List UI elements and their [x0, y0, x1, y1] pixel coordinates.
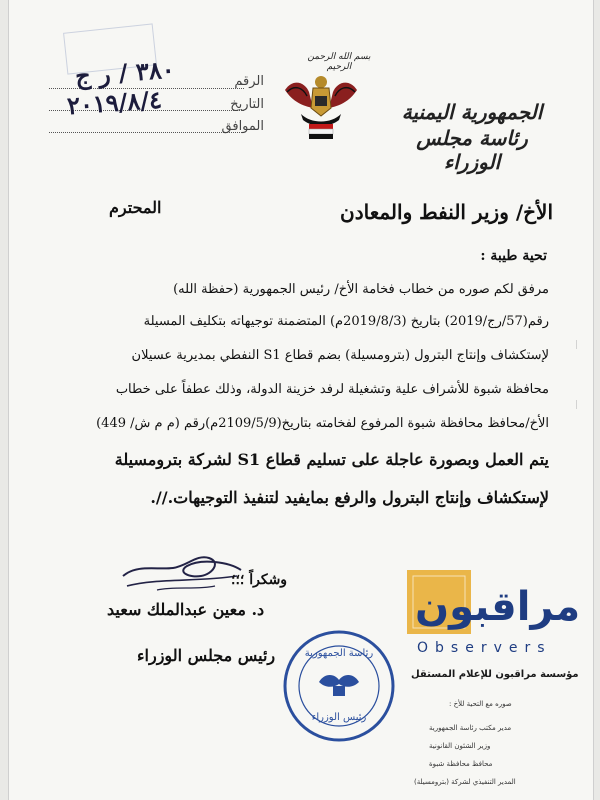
logo-english: Observers	[417, 640, 552, 656]
official-seal-icon	[279, 626, 399, 746]
eagle-emblem-icon	[279, 68, 363, 144]
body-line: الأخ/محافظ محافظة شبوة المرفوع لفخامته بتاريخ(2109/5/9م)رقم (م م ش/ 449)	[96, 416, 549, 431]
margin-mark: |	[575, 400, 579, 410]
ref-label: الرقم	[234, 74, 264, 89]
letterhead	[397, 100, 547, 174]
date-handwritten: ٢٠١٩/٨/٤	[66, 84, 163, 121]
cc-heading: صوره مع التحية للأخ :	[449, 700, 512, 708]
seal-top-text: رئاسة الجمهورية	[304, 648, 374, 659]
body-line: محافظة شبوة للأشراف علية وتشغيلة لرفد خزينة الدولة، وذلك عطفاً على خطاب	[115, 382, 549, 397]
body-line: لإستكشاف وإنتاج البترول (بترومسيلة) بضم قطاع S1 النفطي بمديرية عسيلان	[131, 348, 549, 363]
attach-label: الموافق	[221, 119, 264, 134]
body-line: مرفق لكم صوره من خطاب فخامة الأخ/ رئيس الجمهورية (حفظة الله)	[173, 282, 549, 297]
basmala: بسم الله الرحمن الرحيم	[307, 52, 371, 72]
cc-item: المدير التنفيذي لشركة (بترومسيلة)	[414, 778, 516, 786]
logo-arabic: مراقبون	[415, 584, 581, 630]
letterhead-office: رئاسة مجلس الوزراء	[416, 126, 528, 174]
margin-mark: |	[575, 340, 579, 350]
date-label: التاريخ	[230, 97, 264, 112]
cc-item: مدير مكتب رئاسة الجمهورية	[429, 724, 512, 732]
cc-item: محافظ محافظة شبوة	[429, 760, 493, 768]
directive-line: يتم العمل وبصورة عاجلة على تسليم قطاع S1 لشركة بترومسيلة	[114, 450, 549, 469]
letterhead-country: الجمهورية اليمنية	[401, 100, 543, 124]
signer-name: د. معين عبدالملك سعيد	[107, 600, 265, 619]
cc-item: وزير الشئون القانونية	[429, 742, 491, 750]
addressee: الأخ/ وزير النفط والمعادن	[340, 200, 553, 224]
letter-page	[8, 0, 594, 800]
directive-line: لإستكشاف وإنتاج البترول والرفع بمايفيد لتنفيذ التوجيهات.//.	[150, 488, 549, 507]
handwritten-signature	[117, 546, 247, 598]
signer-title: رئيس مجلس الوزراء	[137, 646, 276, 665]
honorific: المحترم	[109, 198, 162, 217]
observers-logo	[407, 570, 581, 666]
seal-bottom-text: رئيس الوزراء	[311, 712, 367, 723]
body-line: رقم(57/رج/2019) بتاريخ (2019/8/3م) المتضمنة توجيهاته بتكليف المسيلة	[143, 314, 549, 329]
thanks: وشكراً ؛؛؛	[231, 572, 288, 588]
reference-block	[49, 40, 264, 140]
logo-subtitle: مؤسسة مراقبون للإعلام المستقل	[411, 669, 579, 680]
greeting: تحية طيبة :	[480, 248, 547, 264]
ref-number-handwritten: ٣٨٠ / ر ج	[74, 54, 176, 91]
